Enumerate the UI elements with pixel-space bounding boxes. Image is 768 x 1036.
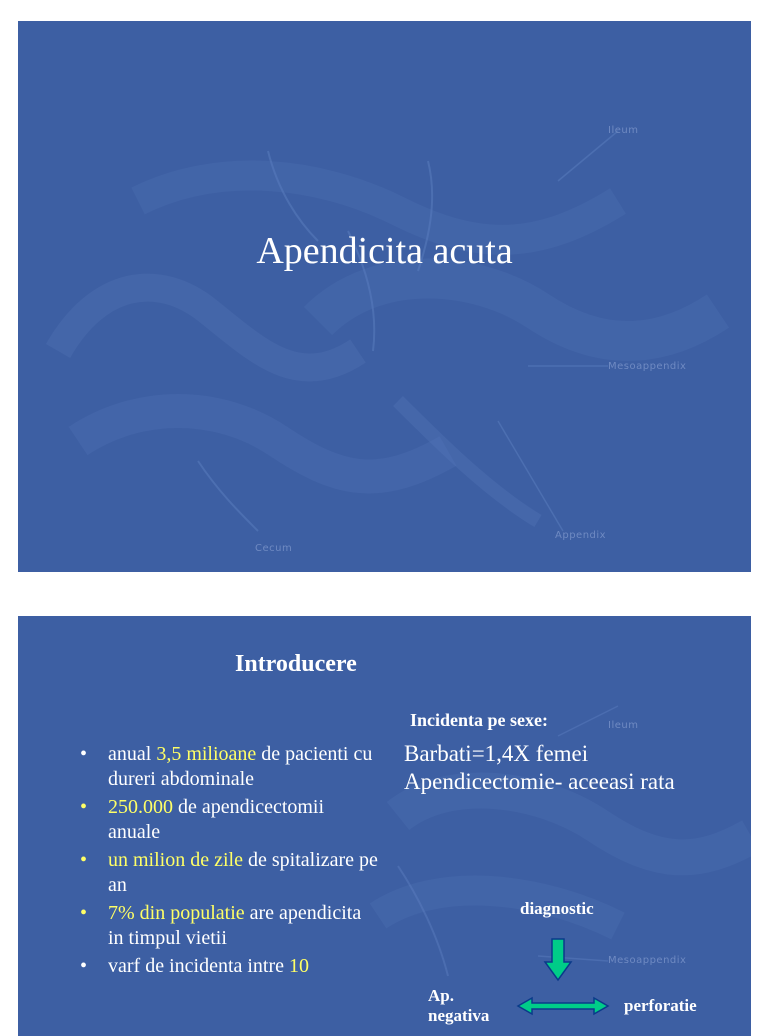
bullet-list — [78, 742, 378, 982]
label-mesoappendix: Mesoappendix — [608, 955, 687, 966]
bullet-highlight: 10 — [289, 955, 310, 977]
list-item — [78, 848, 378, 898]
bullet-text: de pacienti cu dureri abdominale — [108, 743, 373, 790]
bullet-highlight: un milion de zile — [108, 849, 243, 871]
diagram-label-negative: Ap. negativa — [428, 986, 490, 1025]
label-ileum: Ileum — [608, 125, 639, 136]
diagram-label-perforation: perforatie — [624, 996, 697, 1015]
list-item — [78, 742, 378, 792]
bullet-dot: • — [80, 849, 88, 871]
list-item — [78, 901, 378, 951]
incidence-stats — [404, 740, 675, 796]
bullet-dot: • — [80, 955, 88, 977]
stat-line: Barbati=1,4X femei — [404, 741, 589, 766]
bullet-dot: • — [80, 743, 88, 765]
anatomy-background-illustration — [18, 21, 751, 572]
bullet-dot: • — [80, 796, 88, 818]
slide-title: Apendicita acuta — [256, 230, 513, 272]
label-appendix: Appendix — [555, 530, 607, 541]
label-cecum: Cecum — [255, 543, 293, 554]
diagram-arrows — [508, 936, 638, 1016]
list-item — [78, 954, 378, 979]
introduction-slide — [18, 616, 751, 1036]
bullet-text: de spitalizare pe an — [108, 849, 378, 896]
bullet-text: varf de incidenta intre — [108, 955, 290, 977]
bullet-text: anual — [108, 743, 157, 765]
down-arrow-icon — [545, 939, 571, 980]
bullet-dot: • — [80, 902, 88, 924]
stat-line: Apendicectomie- aceeasi rata — [404, 769, 675, 794]
bullet-text: de apendicectomii anuale — [108, 796, 325, 843]
slide-heading: Introducere — [235, 651, 357, 677]
incidence-heading: Incidenta pe sexe: — [410, 710, 548, 730]
bullet-highlight: 3,5 milioane — [156, 743, 257, 765]
double-arrow-icon — [518, 998, 608, 1014]
bullet-text: are apendicita in timpul vietii — [108, 902, 362, 949]
title-slide — [18, 21, 751, 572]
bullet-highlight: 250.000 — [108, 796, 173, 818]
bullet-highlight: 7% din populatie — [108, 902, 245, 924]
label-mesoappendix: Mesoappendix — [608, 361, 687, 372]
list-item — [78, 795, 378, 845]
label-ileum: Ileum — [608, 720, 639, 731]
diagram-label-diagnostic: diagnostic — [520, 899, 594, 918]
